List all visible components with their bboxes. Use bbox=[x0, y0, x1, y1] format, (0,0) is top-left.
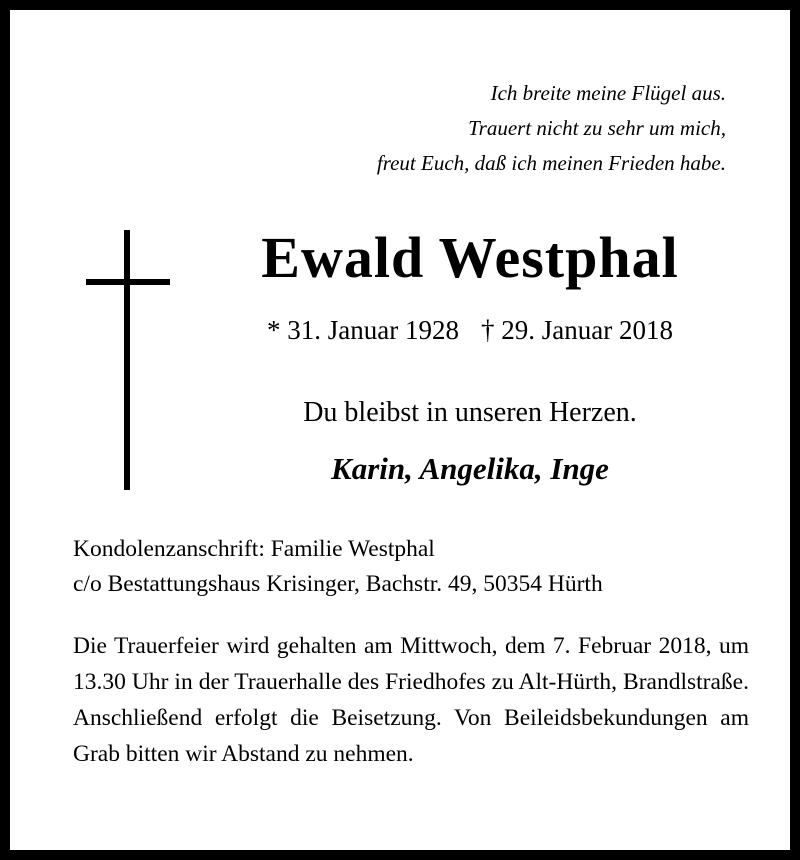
cross-horizontal-bar bbox=[86, 279, 170, 285]
poem-line: freut Euch, daß ich meinen Frieden habe. bbox=[376, 151, 726, 175]
condolence-line: Kondolenzanschrift: Familie Westphal bbox=[73, 536, 435, 562]
funeral-notice: Die Trauerfeier wird gehalten am Mittwoch, dem 7. Februar 2018, um 13.30 Uhr in der Trauerhalle des Friedhofes zu Alt-Hürth, Brandlstraße. Anschließend erfolgt die Beisetzung. Von Beileidsbekundungen am Grab bitten wir Abstand zu nehmen. bbox=[73, 633, 749, 767]
condolence-line: c/o Bestattungshaus Krisinger, Bachstr. 49, 50354 Hürth bbox=[73, 571, 603, 597]
poem-line: Ich breite meine Flügel aus. bbox=[490, 81, 726, 105]
cross-vertical-bar bbox=[124, 230, 130, 490]
signers: Karin, Angelika, Inge bbox=[331, 451, 609, 486]
condolence-address bbox=[73, 532, 753, 602]
death-date: † 29. Januar 2018 bbox=[481, 315, 673, 345]
poem bbox=[226, 76, 726, 181]
poem-line: Trauert nicht zu sehr um mich, bbox=[468, 116, 726, 140]
motto: Du bleibst in unseren Herzen. bbox=[303, 397, 637, 428]
deceased-name: Ewald Westphal bbox=[261, 225, 679, 290]
life-dates bbox=[170, 312, 770, 348]
birth-date: * 31. Januar 1928 bbox=[267, 315, 459, 345]
